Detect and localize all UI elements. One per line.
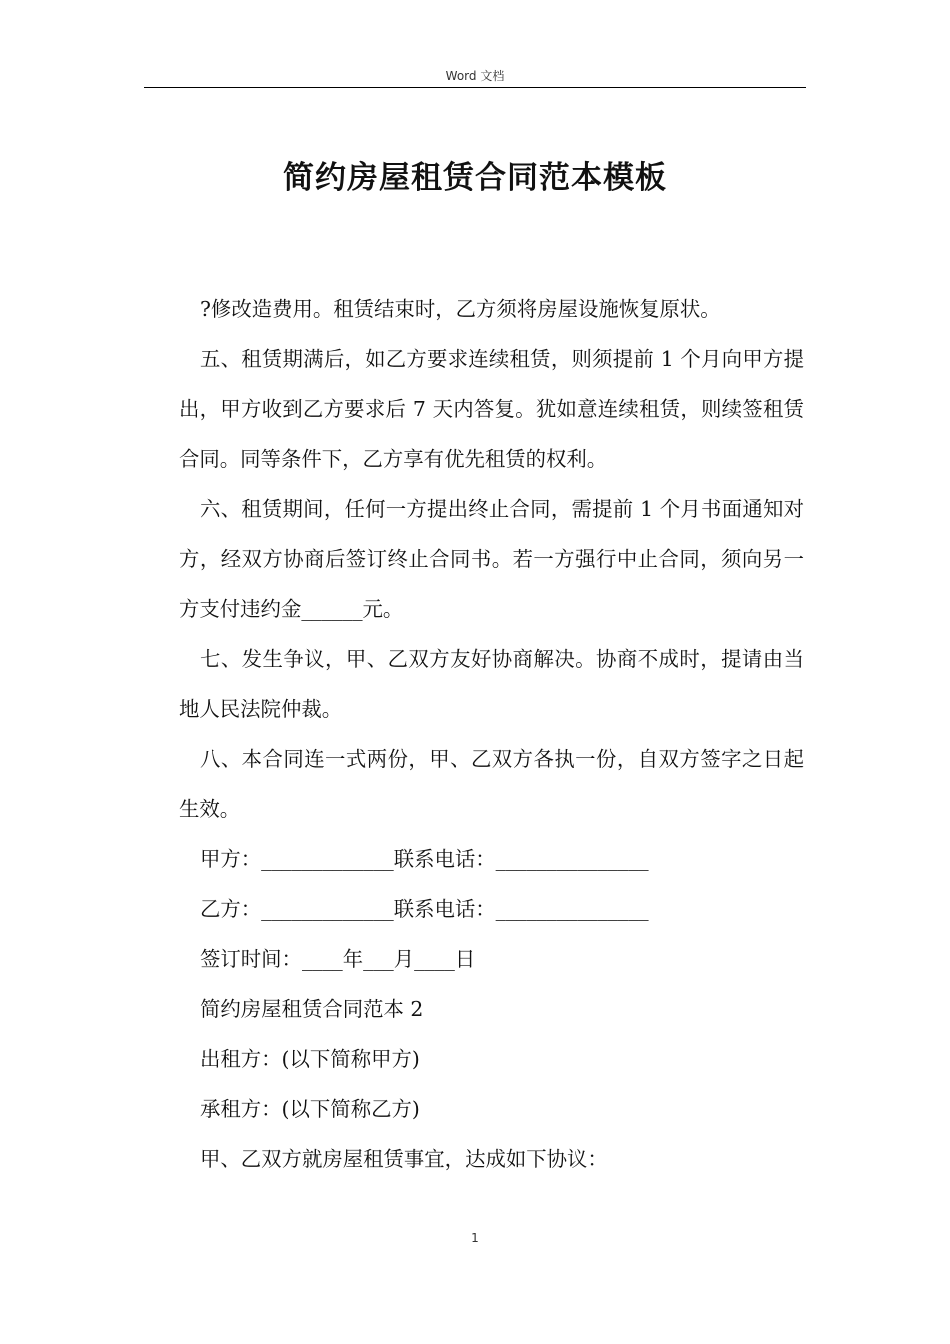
template-2-heading: 简约房屋租赁合同范本 2 (200, 997, 424, 1021)
header-label: Word 文档 (445, 69, 505, 83)
paragraph-restore-facilities: ?修改造费用。租赁结束时，乙方须将房屋设施恢复原状。 (200, 297, 721, 321)
signature-party-b: 乙方：_____________联系电话：_______________ (200, 897, 649, 921)
signing-date: 签订时间：____年___月____日 (200, 947, 476, 971)
signature-party-a: 甲方：_____________联系电话：_______________ (200, 847, 649, 871)
agreement-intro: 甲、乙双方就房屋租赁事宜，达成如下协议： (200, 1147, 608, 1171)
page-number: 1 (471, 1231, 479, 1245)
lessor-line: 出租方：(以下简称甲方) (200, 1047, 420, 1071)
document-title: 简约房屋租赁合同范本模板 (283, 160, 667, 196)
header-divider (144, 87, 806, 88)
paragraph-clause-5-renewal: 五、租赁期满后，如乙方要求连续租赁，则须提前 1 个月向甲方提出，甲方收到乙方要求后 7 天内答复。犹如意连续租赁，则续签租赁合同。同等条件下，乙方享有优先租赁的权利。 (179, 347, 804, 471)
paragraph-clause-6-termination: 六、租赁期间，任何一方提出终止合同，需提前 1 个月书面通知对方，经双方协商后签订终止合同书。若一方强行中止合同，须向另一方支付违约金______元。 (179, 497, 804, 621)
lessee-line: 承租方：(以下简称乙方) (200, 1097, 420, 1121)
paragraph-clause-8-effect: 八、本合同连一式两份，甲、乙双方各执一份，自双方签字之日起生效。 (179, 747, 804, 821)
paragraph-clause-7-dispute: 七、发生争议，甲、乙双方友好协商解决。协商不成时，提请由当地人民法院仲裁。 (179, 647, 804, 721)
document-body (179, 284, 804, 1184)
